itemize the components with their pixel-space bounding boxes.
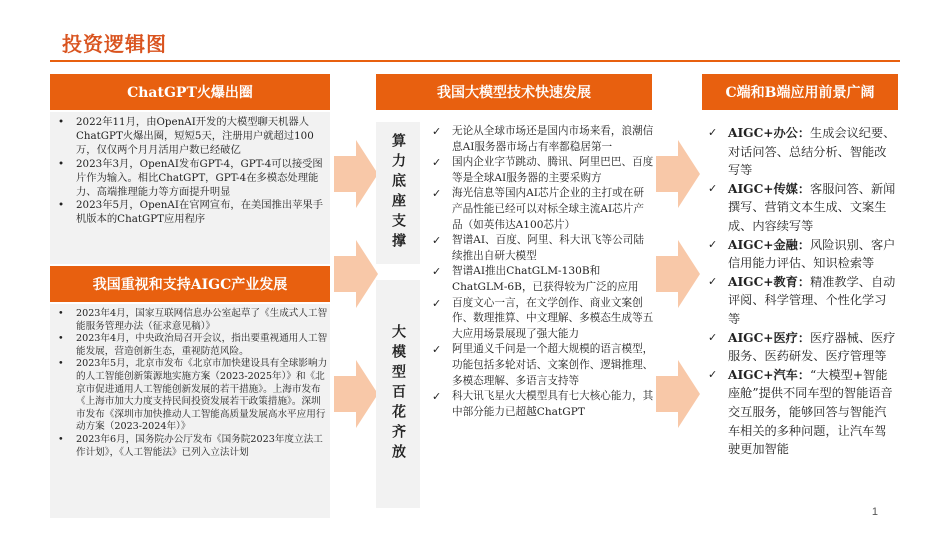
item-key: AIGC+汽车：	[728, 367, 811, 382]
list-item: ✓ 智谱AI推出ChatGLM-130B和ChatGLM-6B，已获得较为广泛的应用	[426, 264, 654, 295]
list-item	[702, 366, 898, 459]
item-text: 客服问答、新闻撰写、营销文本生成、文案生成、内容续写等	[728, 181, 896, 233]
item-text: 精准教学、自动评阅、科学管理、个性化学习等	[728, 274, 896, 326]
arrow-right-icon	[334, 240, 378, 308]
application-header: C端和B端应用前景广阔	[702, 74, 898, 110]
list-item: • 2023年3月，OpenAI发布GPT-4，GPT-4可以接受图片作为输入。相比ChatGPT，GPT-4在多模态处理能力、高端推理能力等方面提升明显	[50, 158, 330, 200]
item-text: 生成会议纪要、对话问答、总结分析、智能改写等	[728, 126, 896, 178]
item-key: AIGC+传媒：	[728, 181, 811, 196]
page-number: 1	[871, 506, 878, 518]
list-item: ✓ 智谱AI、百度、阿里、科大讯飞等公司陆续推出自研大模型	[426, 233, 654, 264]
item-key: AIGC+办公：	[728, 126, 811, 140]
item-text: 医疗器械、医疗服务、医药研发、医疗管理等	[728, 330, 896, 364]
policy-bullet-list	[50, 304, 330, 459]
application-checklist	[702, 124, 898, 459]
compute-label	[376, 122, 420, 264]
item-text: “大模型+智能座舱”提供不同车型的智能语音交互服务，能够回答与智能汽车相关的多种问题，让汽车驾驶更加智能	[728, 367, 893, 457]
arrow-right-icon	[334, 360, 378, 428]
list-item	[702, 273, 898, 329]
arrow-right-icon	[334, 140, 378, 208]
chatgpt-bullet-list	[50, 112, 330, 227]
item-key: AIGC+金融：	[728, 237, 811, 252]
policy-header: 我国重视和支持AIGC产业发展	[50, 266, 330, 302]
models-label-text: 大模型百花齐放	[390, 324, 406, 464]
policy-panel	[50, 304, 330, 518]
list-item: ✓ 国内企业字节跳动、腾讯、阿里巴巴、百度等是全球AI服务器的主要采购方	[426, 155, 654, 186]
arrow-right-icon	[656, 140, 700, 208]
chatgpt-panel	[50, 112, 330, 264]
list-item: • 2023年4月，中央政治局召开会议，指出要重视通用人工智能发展，营造创新生态，重视防范风险。	[50, 333, 330, 358]
list-item: ✓ 海光信息等国内AI芯片企业的主打或在研产品性能已经可以对标全球主流AI芯片产品（如英伟达A100芯片）	[426, 186, 654, 233]
title-divider	[50, 60, 900, 62]
item-text: 风险识别、客户信用能力评估、知识检索等	[728, 237, 896, 271]
list-item: ✓ 百度文心一言，在文学创作、商业文案创作、数理推算、中文理解、多模态生成等五大应用场景展现了强大能力	[426, 296, 654, 343]
compute-label-text: 算力底座支撑	[390, 133, 406, 253]
item-key: AIGC+教育：	[728, 274, 811, 289]
list-item: • 2023年5月，北京市发布《北京市加快建设具有全球影响力的人工智能创新策源地实施方案（2023-2025年）》和《北京市促进通用人工智能创新发展的若干措施》。上海市发布《上海市加大力度支持民间投资发展若干政策措施》。深圳市发布《深圳市加快推动人工智能高质量发展高水平应用行动方案（2023-2024年）》	[50, 358, 330, 434]
list-item: • 2023年6月，国务院办公厅发布《国务院2023年度立法工作计划》，《人工智能法》已列入立法计划	[50, 434, 330, 459]
list-item: • 2022年11月，由OpenAI开发的大模型聊天机器人ChatGPT火爆出圈，短短5天，注册用户就超过100万，仅仅两个月月活用户数已经破亿	[50, 116, 330, 158]
list-item: ✓ 科大讯飞星火大模型具有七大核心能力，其中部分能力已超越ChatGPT	[426, 389, 654, 420]
page-title: 投资逻辑图	[62, 32, 167, 56]
list-item	[702, 180, 898, 236]
item-key: AIGC+医疗：	[728, 330, 811, 345]
models-label	[376, 280, 420, 508]
llm-checklist	[426, 124, 654, 420]
list-item: • 2023年5月，OpenAI在官网宣布，在美国推出苹果手机版本的ChatGPT应用程序	[50, 199, 330, 227]
arrow-right-icon	[656, 360, 700, 428]
list-item: ✓ 无论从全球市场还是国内市场来看，浪潮信息AI服务器市场占有率都稳居第一	[426, 124, 654, 155]
llm-list-panel	[426, 124, 654, 516]
list-item: • 2023年4月，国家互联网信息办公室起草了《生成式人工智能服务管理办法（征求意见稿）》	[50, 308, 330, 333]
chatgpt-header: ChatGPT火爆出圈	[50, 74, 330, 110]
llm-header: 我国大模型技术快速发展	[376, 74, 652, 110]
list-item	[702, 329, 898, 366]
list-item: ✓ 阿里通义千问是一个超大规模的语言模型，功能包括多轮对话、文案创作、逻辑推理、多模态理解、多语言支持等	[426, 342, 654, 389]
list-item	[702, 124, 898, 180]
arrow-right-icon	[656, 240, 700, 308]
list-item	[702, 236, 898, 273]
application-panel	[702, 124, 898, 516]
